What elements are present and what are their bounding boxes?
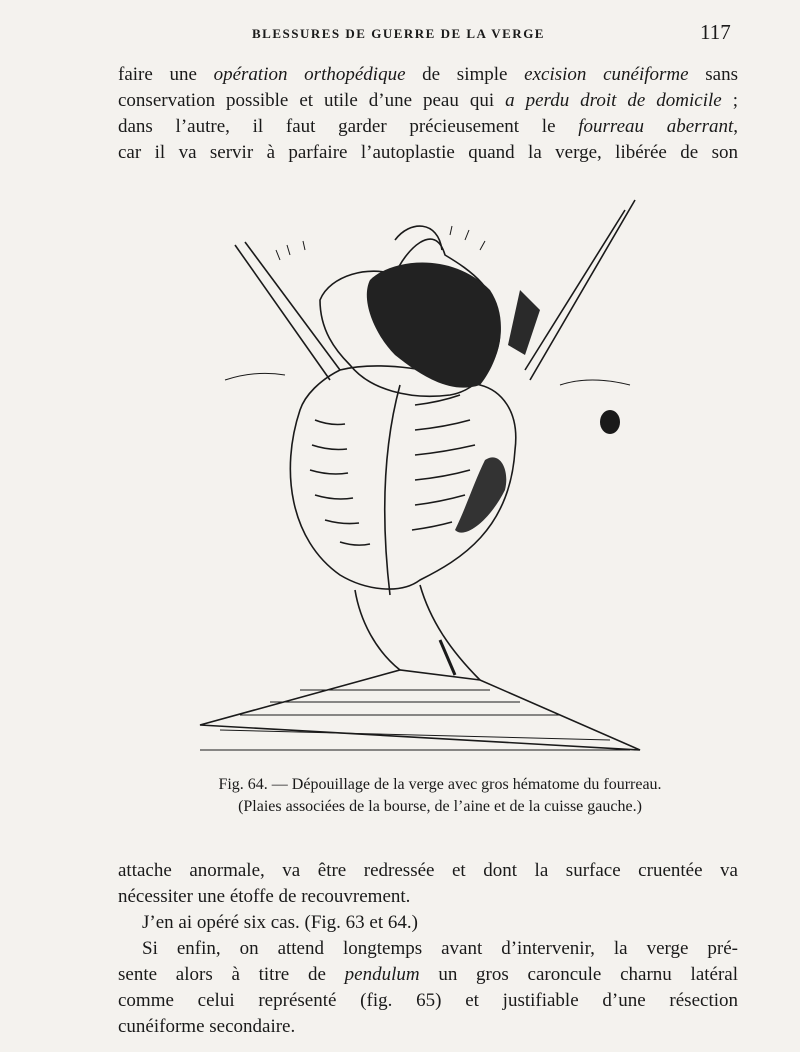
wound-mark xyxy=(600,410,620,434)
text-line: conservation possible et utile d’une peau qui a perdu droit de domicile ; xyxy=(118,90,738,111)
running-head: BLESSURES DE GUERRE DE LA VERGE xyxy=(252,26,545,41)
left-thigh-line xyxy=(245,242,340,370)
anatomical-illustration xyxy=(180,180,650,760)
text-line: comme celui représenté (fig. 65) et justifiable d’une résection xyxy=(118,990,738,1011)
text-line: dans l’autre, il faut garder précieusement le fourreau aberrant, xyxy=(118,116,738,137)
figure-caption xyxy=(140,774,740,818)
perineum-line xyxy=(355,590,400,670)
raphe-line xyxy=(385,385,400,595)
wound-mark xyxy=(440,640,455,675)
text-line: sente alors à titre de pendulum un gros caroncule charnu latéral xyxy=(118,964,738,985)
lower-wedge xyxy=(200,670,640,750)
text-line: Si enfin, on attend longtemps avant d’intervenir, la verge pré- xyxy=(142,938,738,959)
text-line: car il va servir à parfaire l’autoplastie quand la verge, libérée de son xyxy=(118,142,738,163)
left-thigh-line xyxy=(235,245,330,380)
wound-mark xyxy=(508,290,540,355)
glans-outline xyxy=(395,226,442,250)
caption-line: (Plaies associées de la bourse, de l’aine et de la cuisse gauche.) xyxy=(238,798,642,815)
text-line: nécessiter une étoffe de recouvrement. xyxy=(118,886,411,907)
right-thigh-line xyxy=(530,200,635,380)
text-line: cunéiforme secondaire. xyxy=(118,1016,296,1037)
text-line: J’en ai opéré six cas. (Fig. 63 et 64.) xyxy=(142,912,418,933)
text-line: faire une opération orthopédique de simple excision cunéiforme sans xyxy=(118,64,738,85)
text-line: attache anormale, va être redressée et dont la surface cruentée va xyxy=(118,860,738,881)
bottom-paragraph xyxy=(118,858,738,1040)
top-paragraph xyxy=(118,62,738,166)
page-number: 117 xyxy=(700,20,731,44)
right-thigh-line xyxy=(525,210,625,370)
caption-line: Fig. 64. — Dépouillage de la verge avec gros hématome du fourreau. xyxy=(218,776,662,793)
